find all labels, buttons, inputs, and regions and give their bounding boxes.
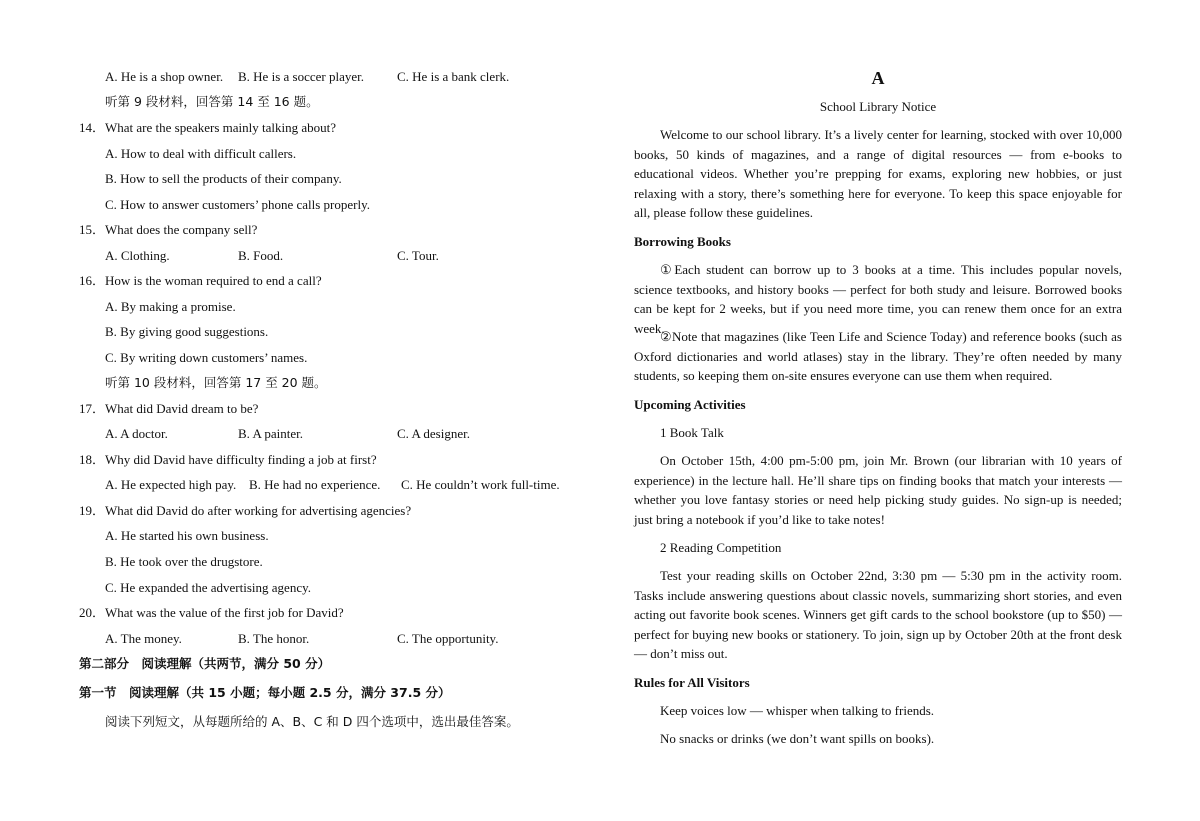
q20-option-a: A. The money. [105, 631, 182, 646]
part-two-title: 第二部分 阅读理解（共两节，满分 50 分） [79, 656, 331, 671]
activity-2-title: 2 Reading Competition [660, 540, 782, 555]
q17-option-b: B. A painter. [238, 426, 303, 441]
q19-option-c: C. He expanded the advertising agency. [105, 580, 312, 595]
borrowing-rule-2: ②Note that magazines (like Teen Life and Science Today) and reference books (such as Oxford dictionaries and world atlases) stay in the library. They’re often needed by many students, so keeping them on-site ensures everyone can use them when required. [634, 329, 1122, 384]
q17-option-a: A. A doctor. [105, 426, 168, 441]
q19-option-b: B. He took over the drugstore. [105, 554, 263, 569]
question-19-stem: 19．What did David do after working for advertising agencies? [79, 503, 412, 518]
q16-option-a: A. By making a promise. [105, 299, 236, 314]
q20-option-c: C. The opportunity. [397, 631, 499, 646]
intro-paragraph: Welcome to our school library. It’s a lively center for learning, stocked with over 10,000 books, 50 kinds of magazines, and a range of digital resources — from e-books to educational videos. Whether you’re prepping for exams, exploring new hobbies, or just relaxing with a story, there’s something here for everyone. To keep this space enjoyable for all, please follow these guidelines. [634, 127, 1122, 221]
q13-option-a: A. He is a shop owner. [105, 69, 224, 84]
reading-instructions: 阅读下列短文，从每题所给的 A、B、C 和 D 四个选项中，选出最佳答案。 [105, 714, 519, 729]
q14-option-a: A. How to deal with difficult callers. [105, 146, 297, 161]
q18-option-c: C. He couldn’t work full-time. [401, 477, 560, 492]
activity-1-title: 1 Book Talk [660, 425, 724, 440]
question-16-stem: 16．How is the woman required to end a call? [79, 273, 322, 288]
rule-1: Keep voices low — whisper when talking to friends. [660, 703, 935, 718]
rule-2: No snacks or drinks (we don’t want spills on books). [660, 731, 935, 746]
section-one-title: 第一节 阅读理解（共 15 小题；每小题 2.5 分，满分 37.5 分） [79, 685, 451, 700]
q15-option-b: B. Food. [238, 248, 284, 263]
q19-option-a: A. He started his own business. [105, 528, 269, 543]
question-15-stem: 15．What does the company sell? [79, 222, 258, 237]
section-9-instructions: 听第 9 段材料，回答第 14 至 16 题。 [105, 94, 319, 109]
q17-option-c: C. A designer. [397, 426, 470, 441]
q18-option-a: A. He expected high pay. [105, 477, 237, 492]
q16-option-c: C. By writing down customers’ names. [105, 350, 308, 365]
activities-heading: Upcoming Activities [634, 397, 746, 412]
section-10-instructions: 听第 10 段材料，回答第 17 至 20 题。 [105, 375, 327, 390]
q14-option-c: C. How to answer customers’ phone calls properly. [105, 197, 370, 212]
q15-option-c: C. Tour. [397, 248, 439, 263]
passage-title: School Library Notice [819, 99, 937, 114]
activity-2-text: Test your reading skills on October 22nd, 3:30 pm — 5:30 pm in the activity room. Tasks include answering questions about classic novels, summarizing short stories, and even acting out favorite book scenes. Winners get gift cards to the school bookstore (up to $50) — perfect for buying new books or stationery. To join, sign up by October 20th at the front desk — don’t miss out. [634, 568, 1122, 662]
borrowing-heading: Borrowing Books [634, 234, 731, 249]
activity-1-text: On October 15th, 4:00 pm-5:00 pm, join Mr. Brown (our librarian with 10 years of experience) in the lecture hall. He’ll share tips on finding books that match your interests — whether you love fantasy stories or need help picking study guides. No sign-up is needed; just bring a notebook if you’d like to take notes! [634, 453, 1122, 527]
q14-option-b: B. How to sell the products of their company. [105, 171, 342, 186]
borrowing-rule-1: ①Each student can borrow up to 3 books at a time. This includes popular novels, science textbooks, and history books — perfect for both study and leisure. Borrowed books can be kept for 2 weeks, but if you need more time, you can renew them once for an extra week. [634, 262, 1122, 336]
q20-option-b: B. The honor. [238, 631, 310, 646]
q15-option-a: A. Clothing. [105, 248, 170, 263]
passage-letter: A [871, 68, 885, 88]
q13-option-c: C. He is a bank clerk. [397, 69, 510, 84]
question-14-stem: 14．What are the speakers mainly talking about? [79, 120, 337, 135]
q18-option-b: B. He had no experience. [249, 477, 381, 492]
q13-option-b: B. He is a soccer player. [238, 69, 364, 84]
rules-heading: Rules for All Visitors [634, 675, 750, 690]
question-17-stem: 17．What did David dream to be? [79, 401, 259, 416]
q16-option-b: B. By giving good suggestions. [105, 324, 269, 339]
question-18-stem: 18．Why did David have difficulty finding a job at first? [79, 452, 377, 467]
question-20-stem: 20．What was the value of the first job for David? [79, 605, 344, 620]
